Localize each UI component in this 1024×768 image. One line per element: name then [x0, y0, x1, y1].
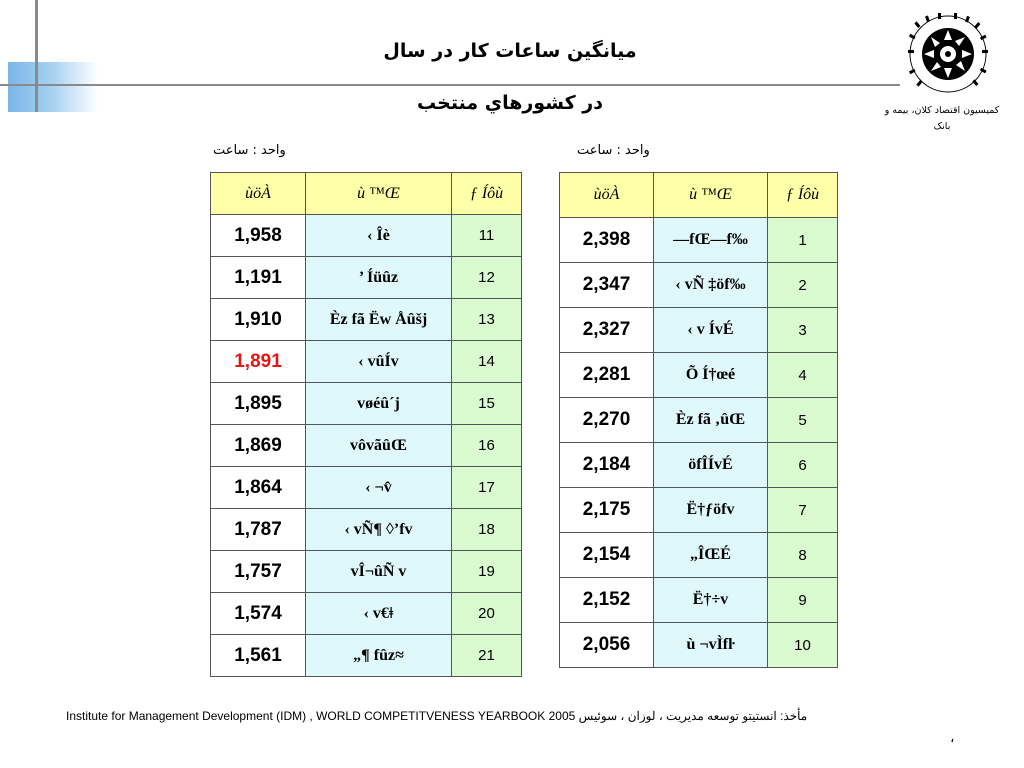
cell-value: 2,270: [560, 398, 654, 443]
cell-rank: 12: [452, 257, 522, 299]
cell-rank: 18: [452, 509, 522, 551]
header-rank: ƒ Íôù: [452, 173, 522, 215]
cell-rank: 1: [768, 218, 838, 263]
cell-value: 2,154: [560, 533, 654, 578]
table-row: [211, 257, 522, 299]
cell-value: 1,910: [211, 299, 306, 341]
cell-value: 1,561: [211, 635, 306, 677]
cell-country: „¶ fûz≈: [306, 635, 452, 677]
source-english: Institute for Management Development (IDM) , WORLD COMPETITVENESS YEARBOOK 2005: [66, 709, 576, 723]
cell-rank: 13: [452, 299, 522, 341]
table-row: [211, 341, 522, 383]
table-row: [560, 443, 838, 488]
cell-rank: 16: [452, 425, 522, 467]
cell-country: vÎ¬ûÑ v: [306, 551, 452, 593]
cell-value: 1,574: [211, 593, 306, 635]
header-value: ùöÀ: [211, 173, 306, 215]
cell-rank: 10: [768, 623, 838, 668]
cell-country: ‹ Îè: [306, 215, 452, 257]
table-row: [560, 623, 838, 668]
cell-rank: 15: [452, 383, 522, 425]
cell-rank: 4: [768, 353, 838, 398]
cell-country: —fŒ—f‰: [654, 218, 768, 263]
cell-value: 2,152: [560, 578, 654, 623]
cell-value: 2,056: [560, 623, 654, 668]
hours-table-left: [210, 172, 522, 677]
table-row: [560, 398, 838, 443]
cell-rank: 7: [768, 488, 838, 533]
cell-country: ù ¬vÌfŀ: [654, 623, 768, 668]
cell-value: 1,891: [211, 341, 306, 383]
cell-value: 1,895: [211, 383, 306, 425]
page-title: میانگین ساعات کار در سال: [383, 40, 637, 62]
cell-value: 2,281: [560, 353, 654, 398]
cell-value: 2,347: [560, 263, 654, 308]
table-row: [560, 533, 838, 578]
cell-value: 1,864: [211, 467, 306, 509]
decorative-blue-block: [8, 62, 98, 112]
cell-rank: 5: [768, 398, 838, 443]
cell-value: 2,184: [560, 443, 654, 488]
table-row: [211, 635, 522, 677]
cell-country: Èz fã ‚ûŒ: [654, 398, 768, 443]
source-note: [66, 709, 966, 723]
header-country: ù ™Œ: [654, 173, 768, 218]
cell-rank: 3: [768, 308, 838, 353]
table-row: [211, 593, 522, 635]
cell-rank: 9: [768, 578, 838, 623]
footer-mark: ،: [950, 730, 955, 746]
cell-rank: 14: [452, 341, 522, 383]
decorative-vertical-line: [35, 0, 38, 112]
cell-country: ‹ ¬v̂: [306, 467, 452, 509]
table-row: [211, 425, 522, 467]
cell-country: vøéû´j: [306, 383, 452, 425]
cell-rank: 21: [452, 635, 522, 677]
source-persian: مأخذ: انستیتو توسعه مدیریت ، لوزان ، سوئیس: [578, 709, 808, 723]
cell-country: ‹ v ÍvÉ: [654, 308, 768, 353]
table-row: [211, 509, 522, 551]
hours-table-right: [559, 172, 838, 668]
cell-rank: 8: [768, 533, 838, 578]
cell-country: ‹ vÑ ‡öf‰: [654, 263, 768, 308]
cell-country: Ë†÷v: [654, 578, 768, 623]
cell-rank: 19: [452, 551, 522, 593]
cell-country: ’ Íüûz: [306, 257, 452, 299]
cell-country: ‹ v€ǂ: [306, 593, 452, 635]
table-row: [211, 467, 522, 509]
logo-caption: [862, 103, 1022, 135]
cell-value: 1,869: [211, 425, 306, 467]
cell-country: ‹ vûÍv: [306, 341, 452, 383]
header-rank: ƒ Íôù: [768, 173, 838, 218]
cell-value: 1,787: [211, 509, 306, 551]
cell-country: ‹ vÑ¶ ◊’fv: [306, 509, 452, 551]
unit-label-left: واحد : ساعت: [213, 143, 286, 158]
cell-rank: 2: [768, 263, 838, 308]
cell-country: Ë†ƒöfv: [654, 488, 768, 533]
table-row: [211, 383, 522, 425]
header-country: ù ™Œ: [306, 173, 452, 215]
header-value: ùöÀ: [560, 173, 654, 218]
table-row: [560, 353, 838, 398]
cell-value: 2,398: [560, 218, 654, 263]
table-row: [560, 578, 838, 623]
table-header-row: [211, 173, 522, 215]
cell-value: 1,958: [211, 215, 306, 257]
table-row: [560, 308, 838, 353]
cell-rank: 20: [452, 593, 522, 635]
table-row: [211, 299, 522, 341]
cell-rank: 11: [452, 215, 522, 257]
table-header-row: [560, 173, 838, 218]
table-row: [211, 551, 522, 593]
cell-rank: 6: [768, 443, 838, 488]
table-row: [560, 263, 838, 308]
cell-country: Õ Í†œé: [654, 353, 768, 398]
cell-country: öfÎÍvÉ: [654, 443, 768, 488]
cell-country: „ÎŒÉ: [654, 533, 768, 578]
cell-value: 2,175: [560, 488, 654, 533]
cell-rank: 17: [452, 467, 522, 509]
table-row: [211, 215, 522, 257]
cell-value: 2,327: [560, 308, 654, 353]
cell-country: Èz fã Ëw Åûšj: [306, 299, 452, 341]
chamber-of-commerce-logo-icon: [896, 10, 1000, 98]
unit-label-right: واحد : ساعت: [577, 143, 650, 158]
logo-caption-line1: کمیسیون اقتصاد کلان، بیمه و: [884, 105, 1000, 116]
cell-country: vôvãûŒ: [306, 425, 452, 467]
table-row: [560, 488, 838, 533]
cell-value: 1,757: [211, 551, 306, 593]
decorative-horizontal-line: [0, 84, 900, 86]
page-subtitle: در کشورهاي منتخب: [417, 92, 603, 114]
cell-value: 1,191: [211, 257, 306, 299]
logo-caption-line2: بانک: [933, 121, 951, 132]
table-row: [560, 218, 838, 263]
